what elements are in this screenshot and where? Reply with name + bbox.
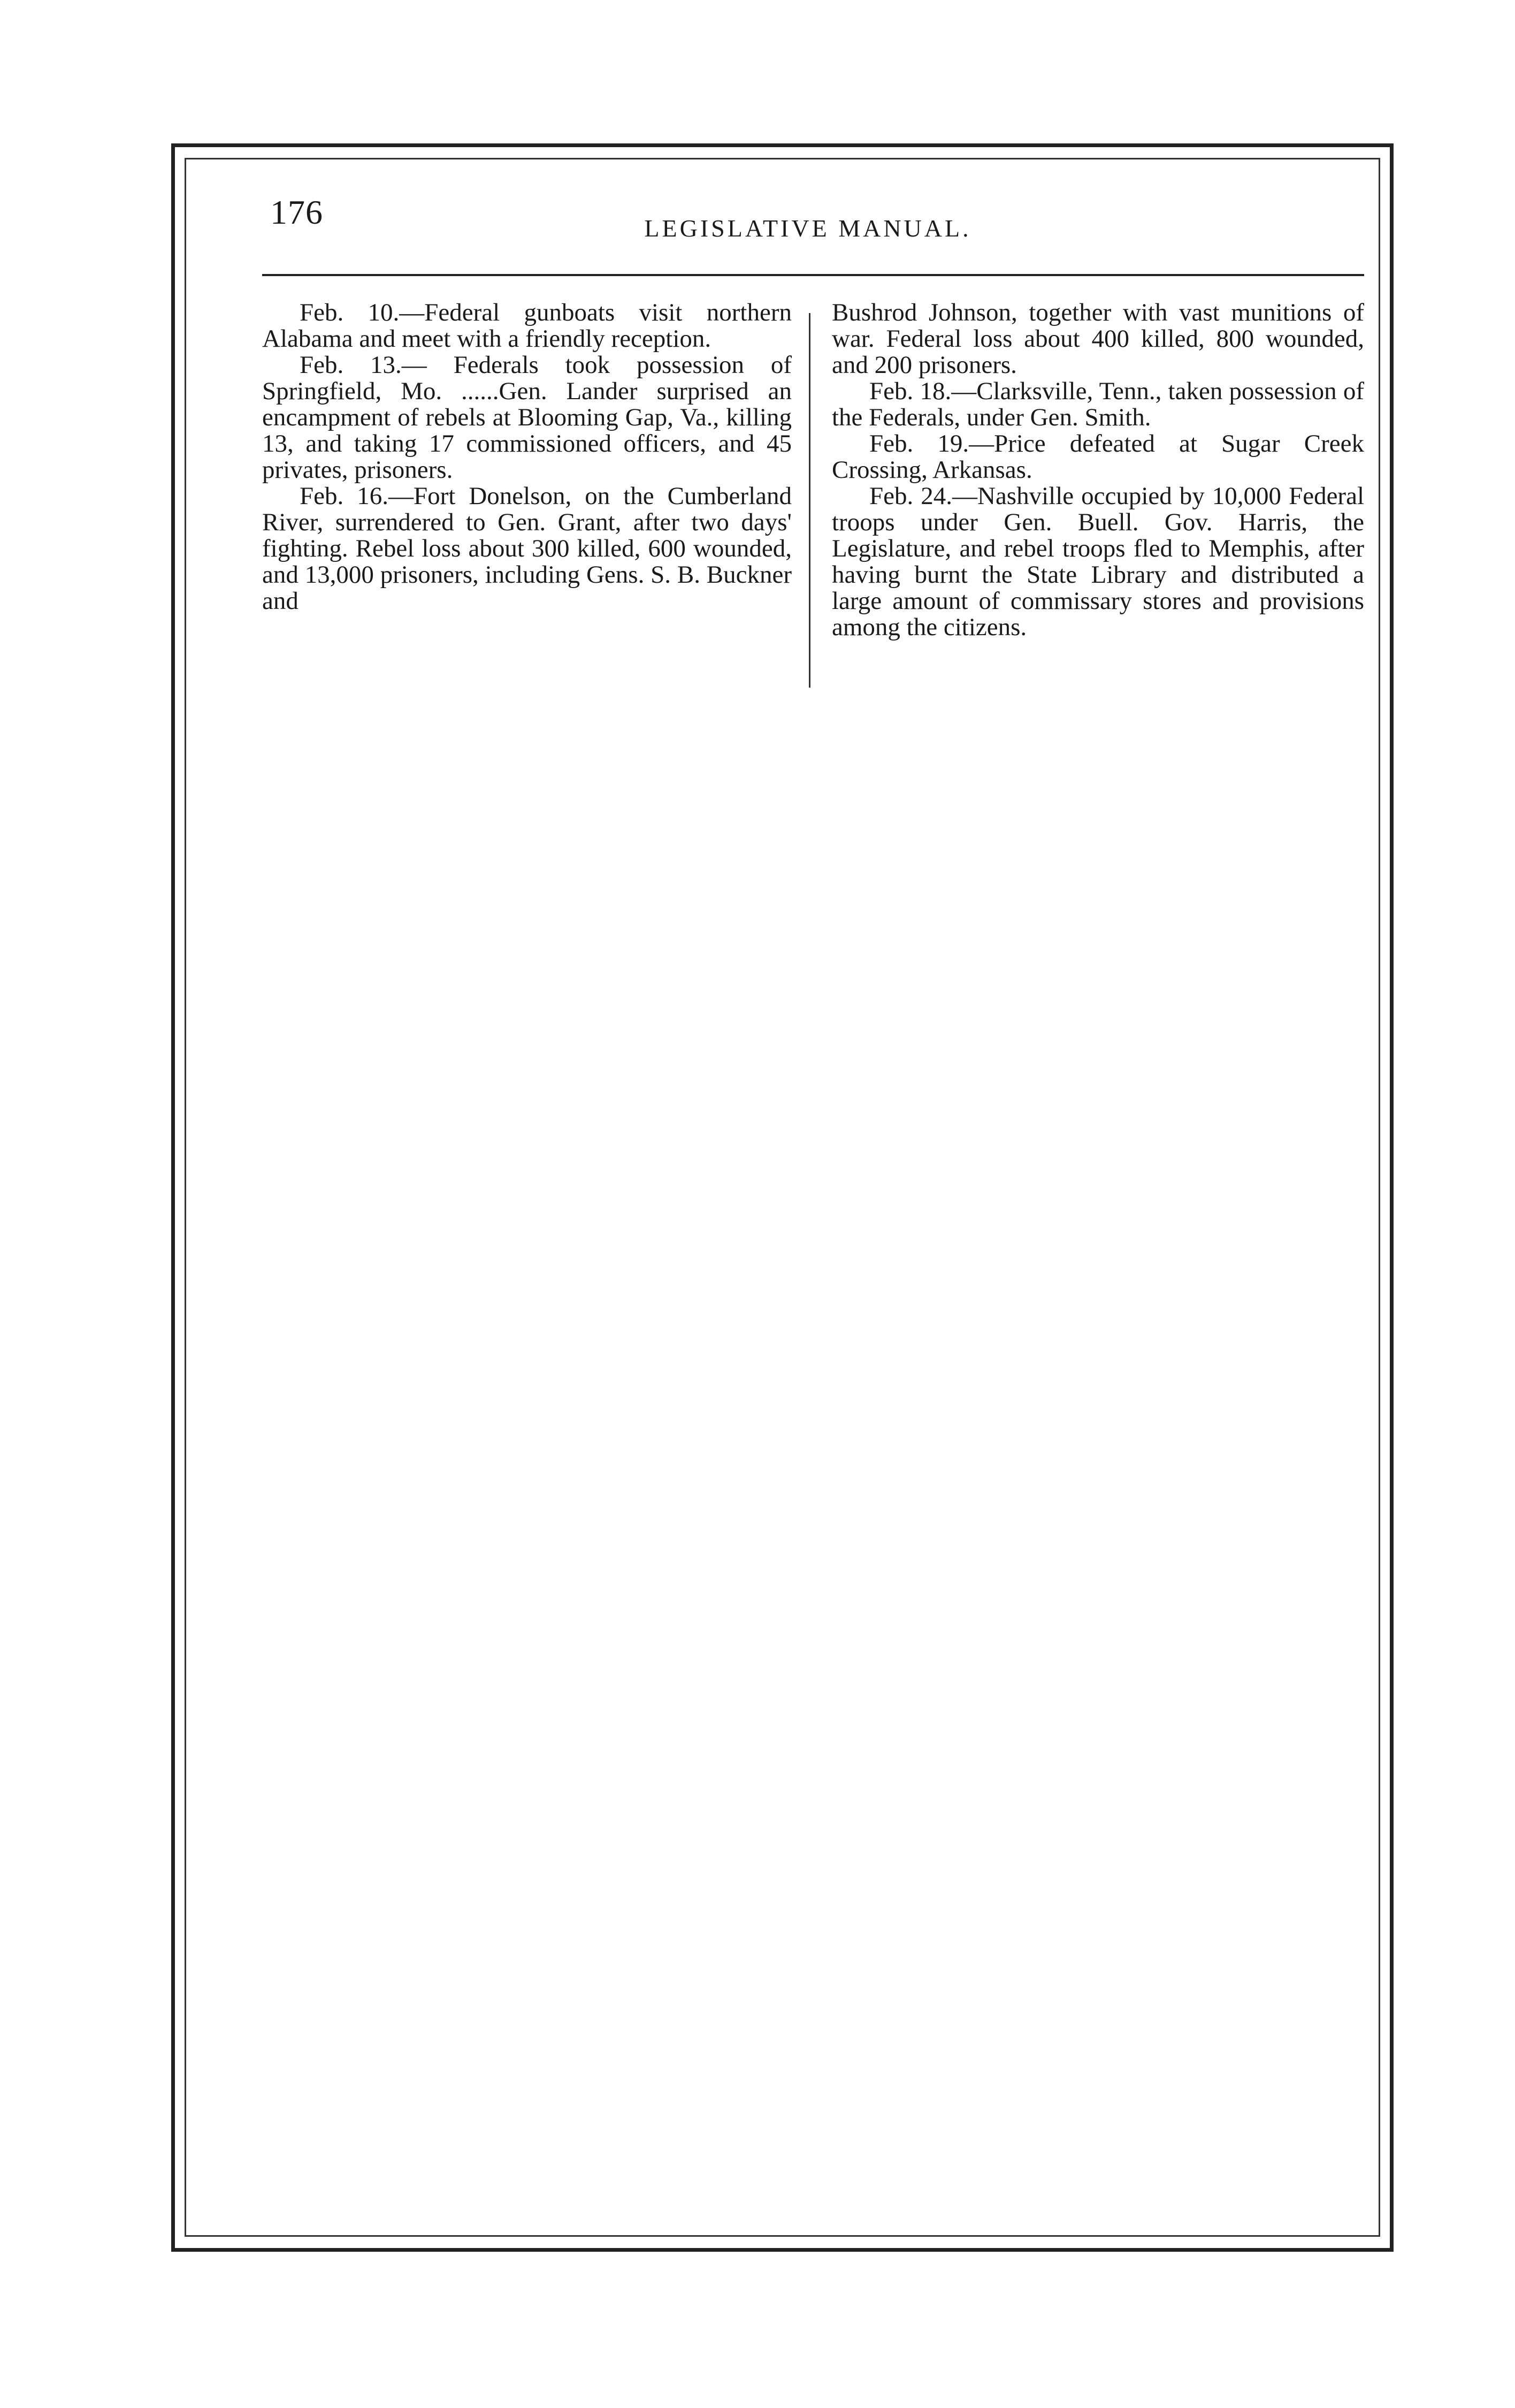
entry-feb-18: Feb. 18.—Clarksville, Tenn., taken possession of the Federals, under Gen. Smith.: [832, 377, 1364, 431]
entry-feb-16-continued: Bushrod Johnson, together with vast munitions of war. Federal loss about 400 killed, 800 wounded, and 200 prisoners.: [832, 299, 1364, 379]
entry-feb-19: Feb. 19.—Price defeated at Sugar Creek Crossing, Arkansas.: [832, 430, 1364, 484]
page-number: 176: [270, 193, 323, 231]
column-divider: [809, 313, 810, 688]
right-column: [832, 300, 1364, 641]
entry-feb-16: Feb. 16.—Fort Donelson, on the Cumberland River, surrendered to Gen. Grant, after two days' fighting. Rebel loss about 300 killed, 600 wounded, and 13,000 prisoners, including Gens. S. B. Buckner and: [262, 482, 792, 615]
left-column: [262, 300, 792, 614]
entry-feb-10: Feb. 10.—Federal gunboats visit northern Alabama and meet with a friendly reception.: [262, 299, 792, 353]
entry-feb-13: Feb. 13.— Federals took possession of Springfield, Mo. ......Gen. Lander surprised an encampment of rebels at Blooming Gap, Va., killing 13, and taking 17 commissioned officers, and 45 privates, prisoners.: [262, 351, 792, 484]
running-head: LEGISLATIVE MANUAL.: [644, 215, 971, 242]
entry-feb-24: Feb. 24.—Nashville occupied by 10,000 Federal troops under Gen. Buell. Gov. Harris, the Legislature, and rebel troops fled to Memphis, after having burnt the State Library and distributed a large amount of commissary stores and provisions among the citizens.: [832, 482, 1364, 641]
header-rule: [262, 274, 1364, 276]
